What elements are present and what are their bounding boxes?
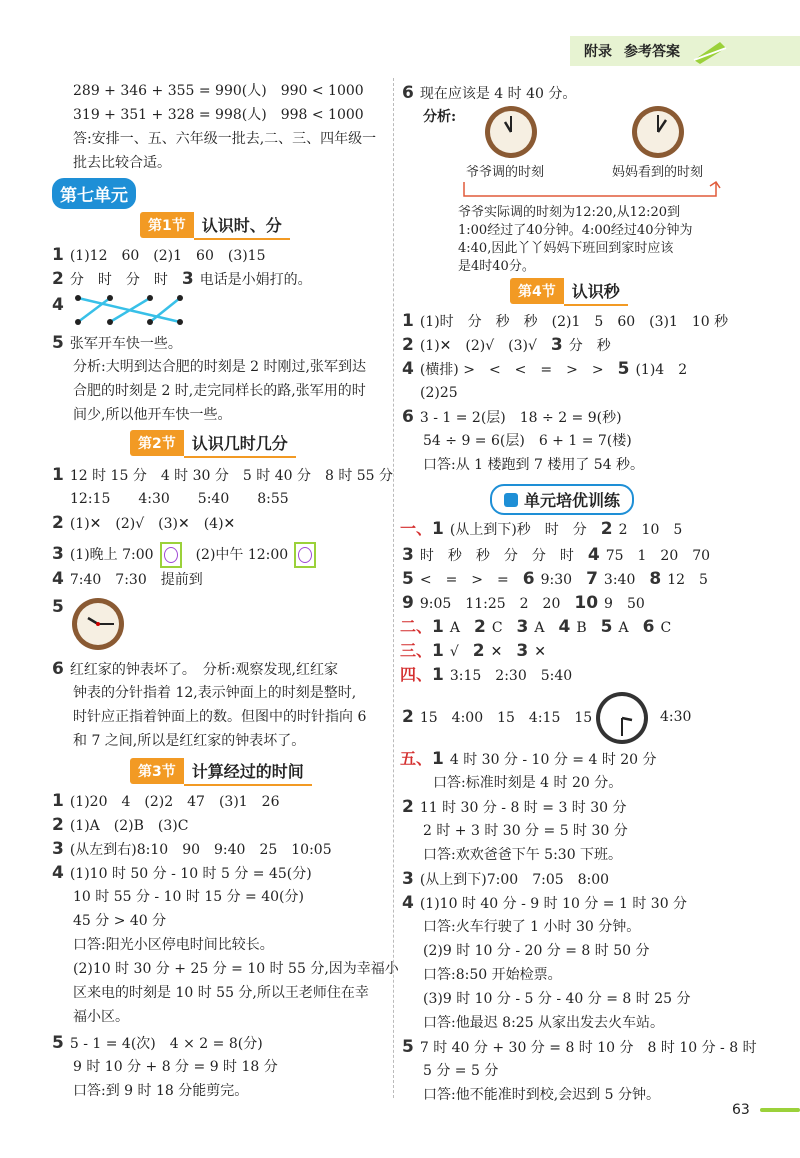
question-number: 7 xyxy=(586,569,598,589)
answer-text: (2)25 xyxy=(420,385,458,401)
section-title: 计算经过的时间 xyxy=(184,757,312,786)
question-number: 5 xyxy=(52,333,64,353)
section-tag: 第1节 xyxy=(140,212,194,238)
section-tag: 第4节 xyxy=(510,278,564,304)
answer-text: 口答:火车行驶了 1 小时 30 分钟。 xyxy=(423,919,641,935)
answer-text: 口答:8:50 开始检票。 xyxy=(423,967,562,983)
chart-icon xyxy=(504,493,518,507)
footer-accent-bar xyxy=(760,1108,800,1112)
question-number: 3 xyxy=(516,617,529,637)
question-number: 2 xyxy=(52,269,64,289)
analysis-text: 钟表的分针指着 12,表示钟面上的时刻是整时, xyxy=(73,685,357,701)
answer-text: 口答:欢欢爸爸下午 5:30 下班。 xyxy=(423,847,623,863)
answer-text: (横排) > < < = > > xyxy=(419,362,604,378)
text-line: 289 + 346 + 355 = 990(人) 990 < 1000 xyxy=(73,83,364,99)
answer-text: 区来电的时刻是 10 时 55 分,所以王老师住在幸 xyxy=(73,985,369,1001)
answer-text: 12 时 15 分 4 时 30 分 5 时 40 分 8 时 55 分 xyxy=(69,468,394,484)
question-number: 4 xyxy=(587,545,600,565)
question-number: 1 xyxy=(432,617,444,637)
circle-mark-icon xyxy=(160,542,182,568)
answer-text: (1)4 2 xyxy=(635,362,688,378)
question-number: 5 xyxy=(52,1033,64,1053)
question-number: 6 xyxy=(402,407,414,427)
question-number: 9 xyxy=(402,593,414,613)
question-number: 4 xyxy=(558,617,571,637)
section-3-header xyxy=(130,758,312,784)
answer-text: (1)A (2)B (3)C xyxy=(69,818,189,834)
answer-text: C xyxy=(660,620,672,636)
section-2-header xyxy=(130,430,296,456)
answer-text: 11 时 30 分 - 8 时 = 3 时 30 分 xyxy=(419,800,627,816)
question-number: 1 xyxy=(52,245,64,265)
analysis-text: 爷爷实际调的时刻为12:20,从12:20到 xyxy=(458,205,681,220)
answer-text: (3)9 时 10 分 - 5 分 - 40 分 = 8 时 25 分 xyxy=(423,991,691,1007)
answer-text: (从上到下)7:00 7:05 8:00 xyxy=(419,872,610,888)
part-label: 二、 xyxy=(400,617,433,636)
answer-text: 分 时 分 时 xyxy=(69,272,168,288)
clock-icon xyxy=(483,104,539,160)
question-number: 3 xyxy=(52,839,64,859)
analysis-text: 和 7 之间,所以是红红家的钟表坏了。 xyxy=(73,733,306,749)
question-number: 5 xyxy=(617,359,630,379)
answer-text: ✕ xyxy=(490,644,503,660)
question-number: 4 xyxy=(52,569,64,589)
answer-text: 9:05 11:25 2 20 xyxy=(419,596,561,612)
question-number: 1 xyxy=(432,519,444,539)
answer-text: < = > = xyxy=(419,572,509,588)
answer-text: 3 - 1 = 2(层) 18 ÷ 2 = 9(秒) xyxy=(419,410,622,426)
question-number: 1 xyxy=(402,311,414,331)
section-title: 认识秒 xyxy=(564,277,628,306)
answer-text: 54 ÷ 9 = 6(层) 6 + 1 = 7(楼) xyxy=(423,433,632,449)
answer-text: 9 时 10 分 + 8 分 = 9 时 18 分 xyxy=(73,1059,278,1075)
text-line: 批去比较合适。 xyxy=(73,155,171,171)
clock-caption: 爷爷调的时刻 xyxy=(466,165,545,180)
part-label: 一、 xyxy=(400,519,433,538)
analysis-text: 合肥的时刻是 2 时,走完同样长的路,张军用的时 xyxy=(73,383,366,399)
question-number: 3 xyxy=(402,545,414,565)
question-number: 6 xyxy=(52,659,64,679)
analysis-text: 分析:大明到达合肥的时刻是 2 时刚过,张军到达 xyxy=(73,359,366,375)
analysis-text: 间少,所以他开车快一些。 xyxy=(73,407,232,423)
part-label: 四、 xyxy=(400,665,433,684)
page-number: 63 xyxy=(732,1102,750,1118)
text-line: 319 + 351 + 328 = 998(人) 998 < 1000 xyxy=(73,107,364,123)
answer-text: 9:30 xyxy=(540,572,573,588)
answer-text: (从上到下)秒 时 分 xyxy=(449,522,587,538)
answer-text: 12 5 xyxy=(667,572,708,588)
answer-text: 福小区。 xyxy=(73,1009,129,1025)
question-number: 4 xyxy=(52,863,64,883)
answer-text: 2 10 5 xyxy=(618,522,683,538)
question-number: 5 xyxy=(402,569,414,589)
unit-training-title: 单元培优训练 xyxy=(524,491,621,510)
answer-text: 7 时 40 分 + 30 分 = 8 时 10 分 8 时 10 分 - 8 时 xyxy=(419,1040,757,1056)
header-label-appendix: 附录 xyxy=(584,44,612,60)
question-number: 5 xyxy=(600,617,613,637)
answer-text: 4:30 xyxy=(660,709,692,725)
section-4-header xyxy=(510,278,628,304)
answer-text: 15 4:00 15 4:15 15 xyxy=(419,710,593,726)
question-number: 4 xyxy=(402,893,414,913)
answer-text: (1)12 60 (2)1 60 (3)15 xyxy=(69,248,266,264)
question-number: 3 xyxy=(550,335,563,355)
answer-text: 5 - 1 = 4(次) 4 × 2 = 8(分) xyxy=(69,1036,263,1052)
answer-text: 口答:到 9 时 18 分能剪完。 xyxy=(73,1083,249,1099)
question-number: 8 xyxy=(649,569,662,589)
question-number: 3 xyxy=(181,269,194,289)
answer-text: 7:40 7:30 提前到 xyxy=(69,572,203,588)
answer-text: 3:40 xyxy=(603,572,636,588)
question-number: 2 xyxy=(402,797,414,817)
question-number: 2 xyxy=(402,707,414,727)
unit-title: 第七单元 xyxy=(52,178,136,209)
question-number: 2 xyxy=(52,513,64,533)
clock-icon xyxy=(630,104,686,160)
answer-text: 口答:阳光小区停电时间比较长。 xyxy=(73,937,274,953)
question-number: 1 xyxy=(52,791,64,811)
answer-text: 分 秒 xyxy=(568,338,611,354)
matching-lines-diagram xyxy=(70,292,200,328)
section-tag: 第3节 xyxy=(130,758,184,784)
question-number: 3 xyxy=(52,544,64,564)
unit-training-header xyxy=(490,484,634,515)
answer-text: 10 时 55 分 - 10 时 15 分 = 40(分) xyxy=(73,889,304,905)
text-line: 答:安排一、五、六年级一批去,二、三、四年级一 xyxy=(73,131,377,147)
answer-text: (1)✕ (2)√ (3)√ xyxy=(419,338,537,354)
question-number: 4 xyxy=(402,359,414,379)
clock-icon xyxy=(70,596,126,652)
answer-text: C xyxy=(491,620,503,636)
question-number: 3 xyxy=(516,641,529,661)
question-number: 3 xyxy=(402,869,414,889)
question-number: 2 xyxy=(402,335,414,355)
question-number: 2 xyxy=(472,641,485,661)
question-number: 2 xyxy=(473,617,486,637)
answer-text: 口答:标准时刻是 4 时 20 分。 xyxy=(433,775,623,791)
answer-text: 5 分 = 5 分 xyxy=(423,1063,499,1079)
answer-text: 时 秒 秒 分 分 时 xyxy=(419,548,574,564)
part-label: 三、 xyxy=(400,641,433,660)
question-number: 1 xyxy=(432,665,444,685)
answer-text: 45 分 > 40 分 xyxy=(73,913,167,929)
analysis-text: 分析:观察发现,红红家 xyxy=(202,662,339,678)
bracket-arrow xyxy=(460,180,722,202)
answer-text: (1)✕ (2)√ (3)✕ (4)✕ xyxy=(69,516,236,532)
clock-caption: 妈妈看到的时刻 xyxy=(612,165,704,180)
column-divider xyxy=(393,78,394,1098)
answer-text: 12:15 4:30 5:40 8:55 xyxy=(70,491,289,507)
page-header xyxy=(570,36,800,66)
header-label-answers: 参考答案 xyxy=(624,44,680,60)
question-number: 2 xyxy=(52,815,64,835)
answer-text: 口答:从 1 楼跑到 7 楼用了 54 秒。 xyxy=(423,457,645,473)
answer-text: 9 50 xyxy=(604,596,645,612)
analysis-text: 时针应正指着钟面上的数。但图中的时针指向 6 xyxy=(73,709,367,725)
circle-mark-icon xyxy=(294,542,316,568)
section-title: 认识几时几分 xyxy=(184,429,296,458)
question-number: 1 xyxy=(432,641,444,661)
answer-text: (1)20 4 (2)2 47 (3)1 26 xyxy=(69,794,280,810)
part-label: 五、 xyxy=(400,749,433,768)
analysis-text: 1:00经过了40分钟。4:00经过40分钟为 xyxy=(458,223,693,238)
answer-text: A xyxy=(449,620,460,636)
answer-text: 75 1 20 70 xyxy=(605,548,711,564)
question-number: 5 xyxy=(52,597,64,617)
answer-text: 张军开车快一些。 xyxy=(69,336,182,352)
answer-text: (1)10 时 50 分 - 10 时 5 分 = 45(分) xyxy=(69,866,312,882)
answer-text: 红红家的钟表坏了。 xyxy=(69,662,189,678)
answer-text: √ xyxy=(449,644,459,660)
answer-text: B xyxy=(576,620,587,636)
answer-text: (1)晚上 7:00 xyxy=(69,547,154,563)
analysis-text: 4:40,因此丫丫妈妈下班回到家时应该 xyxy=(458,241,674,256)
question-number: 6 xyxy=(522,569,535,589)
answer-text: ✕ xyxy=(534,644,546,660)
question-number: 6 xyxy=(642,617,655,637)
question-number: 5 xyxy=(402,1037,414,1057)
question-number: 1 xyxy=(432,749,444,769)
question-number: 2 xyxy=(600,519,613,539)
section-title: 认识时、分 xyxy=(194,211,290,240)
question-number: 1 xyxy=(52,465,64,485)
answer-text: (1)10 时 40 分 - 9 时 10 分 = 1 时 30 分 xyxy=(419,896,688,912)
analysis-text: 是4时40分。 xyxy=(458,259,535,274)
pencil-icon xyxy=(690,38,730,64)
answer-text: (2)10 时 30 分 + 25 分 = 10 时 55 分,因为幸福小 xyxy=(73,961,399,977)
section-1-header xyxy=(140,212,290,238)
answer-text: 电话是小娟打的。 xyxy=(199,272,312,288)
clock-icon xyxy=(594,690,650,746)
question-number: 4 xyxy=(52,295,64,315)
answer-text: A xyxy=(534,620,545,636)
answer-text: 4 时 30 分 - 10 分 = 4 时 20 分 xyxy=(449,752,657,768)
answer-text: (1)时 分 秒 秒 (2)1 5 60 (3)1 10 秒 xyxy=(419,314,729,330)
answer-text: 口答:他最迟 8:25 从家出发去火车站。 xyxy=(423,1015,665,1031)
answer-text: 2 时 + 3 时 30 分 = 5 时 30 分 xyxy=(423,823,628,839)
answer-text: (从左到右)8:10 90 9:40 25 10:05 xyxy=(69,842,332,858)
analysis-label: 分析: xyxy=(423,109,457,125)
section-tag: 第2节 xyxy=(130,430,184,456)
question-number: 10 xyxy=(574,593,599,613)
answer-text: 现在应该是 4 时 40 分。 xyxy=(419,86,577,102)
answer-text: 3:15 2:30 5:40 xyxy=(449,668,573,684)
answer-text: 口答:他不能准时到校,会迟到 5 分钟。 xyxy=(423,1087,660,1103)
answer-text: (2)9 时 10 分 - 20 分 = 8 时 50 分 xyxy=(423,943,650,959)
question-number: 6 xyxy=(402,83,414,103)
answer-text: (2)中午 12:00 xyxy=(195,547,289,563)
answer-text: A xyxy=(618,620,629,636)
